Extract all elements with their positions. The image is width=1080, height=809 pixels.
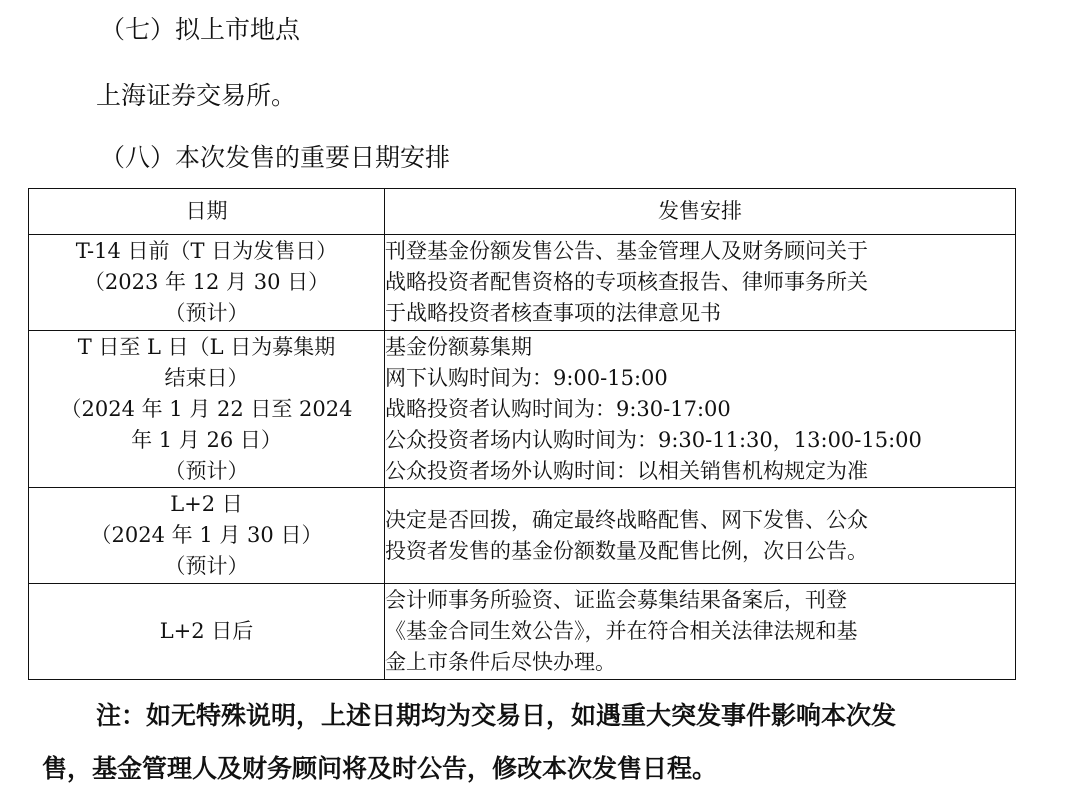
date-column-header: 日期	[29, 189, 385, 235]
table-row	[29, 235, 1016, 331]
arrangement-line: 金上市条件后尽快办理。	[385, 650, 616, 674]
arrangement-line: 公众投资者场内认购时间为：9:30-11:30，13:00-15:00	[385, 427, 922, 452]
date-line: （2024 年 1 月 22 日至 2024	[60, 396, 353, 421]
arrangement-line: 战略投资者认购时间为：9:30-17:00	[385, 396, 731, 421]
date-cell	[29, 235, 385, 331]
arrangement-line: 决定是否回拨，确定最终战略配售、网下发售、公众	[385, 507, 868, 532]
arrangement-line: 公众投资者场外认购时间：以相关销售机构规定为准	[385, 458, 868, 483]
section-7-heading: （七）拟上市地点	[100, 15, 301, 44]
table-row	[29, 331, 1016, 488]
date-line: L+2 日	[170, 492, 243, 516]
arrangement-cell	[385, 235, 1016, 331]
arrangement-line: 战略投资者配售资格的专项核查报告、律师事务所关	[385, 270, 868, 294]
arrangement-line: 投资者发售的基金份额数量及配售比例，次日公告。	[385, 538, 868, 563]
date-line: （2023 年 12 月 30 日）	[83, 270, 330, 294]
date-line: （预计）	[164, 301, 249, 325]
table-header-row	[29, 189, 1016, 235]
section-8-heading: （八）本次发售的重要日期安排	[100, 143, 451, 172]
arrangement-line: 刊登基金份额发售公告、基金管理人及财务顾问关于	[385, 239, 868, 263]
listing-location: 上海证券交易所。	[96, 81, 297, 110]
date-cell	[29, 331, 385, 488]
note-line-1: 注：如无特殊说明，上述日期均为交易日，如遇重大突发事件影响本次发	[96, 701, 897, 730]
date-cell	[29, 584, 385, 680]
date-line: L+2 日后	[159, 619, 254, 643]
date-line: （预计）	[164, 554, 249, 578]
table-row	[29, 584, 1016, 680]
arrangement-line: 会计师事务所验资、证监会募集结果备案后，刊登	[385, 588, 847, 612]
table-row	[29, 488, 1016, 584]
date-line: （预计）	[164, 458, 249, 483]
arrangement-line: 《基金合同生效公告》，并在符合相关法律法规和基	[385, 619, 858, 643]
date-line: （2024 年 1 月 30 日）	[90, 523, 323, 547]
arrangement-cell	[385, 488, 1016, 584]
date-line: 年 1 月 26 日）	[131, 427, 282, 452]
note-line-2: 售，基金管理人及财务顾问将及时公告，修改本次发售日程。	[42, 754, 718, 783]
date-line: T-14 日前（T 日为发售日）	[75, 239, 338, 263]
date-line: T 日至 L 日（L 日为募集期	[77, 334, 336, 359]
arrangement-cell	[385, 331, 1016, 488]
arrangement-line: 基金份额募集期	[385, 334, 532, 359]
arrangement-line: 网下认购时间为：9:00-15:00	[385, 365, 668, 390]
schedule-table	[28, 188, 1016, 680]
date-line: 结束日）	[164, 365, 249, 390]
arrangement-cell	[385, 584, 1016, 680]
date-cell	[29, 488, 385, 584]
arrangement-line: 于战略投资者核查事项的法律意见书	[385, 301, 721, 325]
arrangement-column-header: 发售安排	[385, 189, 1016, 235]
